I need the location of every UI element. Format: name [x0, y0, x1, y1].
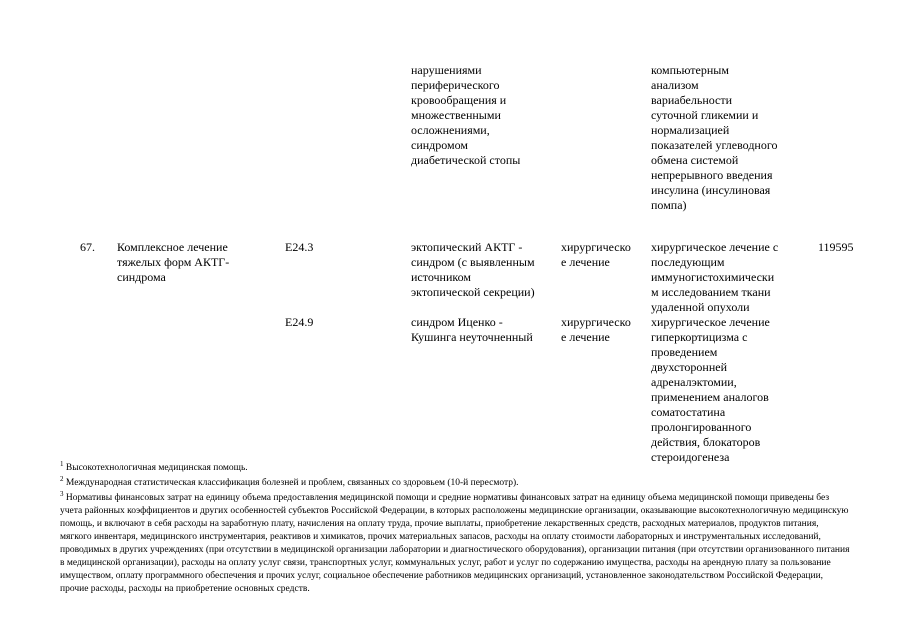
diagnosis-continuation: нарушениями периферического кровообращения и множественными осложнениями, синдромом диабетической стопы: [411, 63, 521, 167]
footnote: [60, 474, 850, 490]
row-number: 67.: [80, 240, 95, 254]
treatment-method: хирургическое лечение гиперкортицизма с проведением двухсторонней адреналэктомии, применением аналогов соматостатина пролонгированного действия, блокаторов стероидогенеза: [651, 315, 770, 464]
care-profile: Комплексное лечение тяжелых форм АКТГ- синдрома: [117, 240, 230, 284]
diagnosis: эктопический АКТГ - синдром (с выявленным источником эктопической секреции): [411, 240, 535, 299]
method-continuation: компьютерным анализом вариабельности суточной гликемии и нормализацией показателей углеводного обмена системой непрерывного введения инсулина (инсулиновая помпа): [651, 63, 778, 212]
footnote-mark: 3: [60, 489, 64, 498]
icd-code: E24.9: [285, 315, 314, 329]
footnote: [60, 489, 850, 596]
icd-code: E24.3: [285, 240, 314, 254]
diagnosis: синдром Иценко - Кушинга неуточненный: [411, 315, 533, 344]
footnote-text: Международная статистическая классификация болезней и проблем, связанных со здоровьем (10-й пересмотр).: [65, 478, 519, 488]
treatment-method: хирургическое лечение с последующим иммуногистохимически м исследованием ткани удаленной опухоли: [651, 240, 779, 314]
footnotes: [60, 459, 850, 598]
cost-value: 119595: [818, 240, 854, 254]
treatment-type: хирургическо е лечение: [561, 240, 631, 269]
footnote: [60, 459, 850, 475]
footnote-mark: 1: [60, 459, 64, 468]
footnote-mark: 2: [60, 474, 64, 483]
footnote-text: Нормативы финансовых затрат на единицу объема предоставления медицинской помощи и средние нормативы финансовых затрат на единицу объема медицинской помощи приведены без учета районных коэффициентов и других особенностей субъектов Российской Федерации, в которых расположены медицинские организации, оказывающие высокотехнологичную медицинскую помощь, и включают в себя расходы на заработную плату, начисления на оплату труда, прочие выплаты, приобретение лекарственных средств, расходных материалов, продуктов питания, мягкого инвентаря, медицинского инструментария, реактивов и химикатов, прочих материальных запасов, расходы на оплату стоимости лабораторных и инструментальных исследований, проводимых в других учреждениях (при отсутствии в медицинской организации лаборатории и диагностического оборудования), организации питания (при отсутствии организованного питания в медицинской организации), расходы на оплату услуг связи, транспортных услуг, коммунальных услуг, работ и услуг по содержанию имущества, расходы на арендную плату за пользование имуществом, оплату программного обеспечения и прочих услуг, социальное обеспечение работников медицинских организаций, установленное законодательством Российской Федерации, прочие расходы, расходы на приобретение основных средств.: [60, 493, 850, 594]
footnote-text: Высокотехнологичная медицинская помощь.: [65, 463, 248, 473]
treatment-type: хирургическо е лечение: [561, 315, 631, 344]
